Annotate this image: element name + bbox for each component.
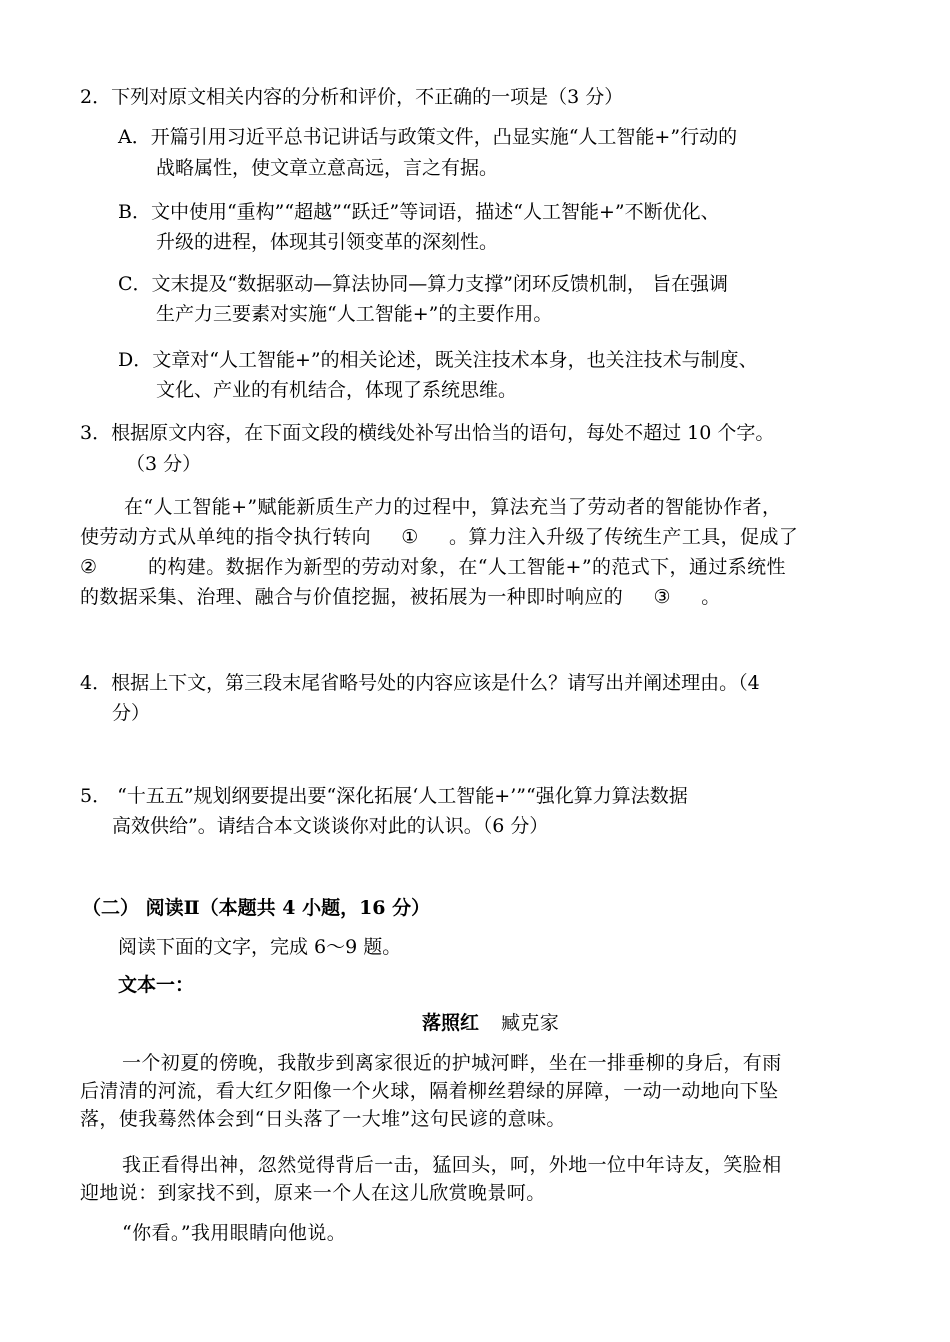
question-3-stem-line2: （3 分） bbox=[126, 453, 202, 475]
article-para-2-line2: 迎地说：到家找不到，原来一个人在这儿欣赏晚景呵。 bbox=[80, 1182, 546, 1204]
question-2-option-b-line1: B．文中使用“重构”“超越”“跃迁”等词语，描述“人工智能+”不断优化、 bbox=[118, 201, 720, 223]
question-3-stem-line1: 3．根据原文内容，在下面文段的横线处补写出恰当的语句，每处不超过 10 个字。 bbox=[80, 422, 775, 444]
article-para-2-line1: 我正看得出神，忽然觉得背后一击，猛回头，呵，外地一位中年诗友，笑脸相 bbox=[122, 1154, 782, 1176]
section-2-heading: （二） 阅读Ⅱ（本题共 4 小题，16 分） bbox=[82, 897, 431, 919]
article-para-1-line3: 落，使我蓦然体会到“日头落了一大堆”这句民谚的意味。 bbox=[80, 1108, 566, 1130]
passage-text: 。算力注入升级了传统生产工具，促成了 bbox=[449, 526, 799, 548]
question-5-stem-line2: 高效供给”。请结合本文谈谈你对此的认识。（6 分） bbox=[112, 815, 549, 837]
article-title: 落照红 bbox=[422, 1012, 480, 1034]
section-2-instruction: 阅读下面的文字，完成 6～9 题。 bbox=[118, 936, 402, 958]
question-3-passage-line1: 在“人工智能+”赋能新质生产力的过程中，算法充当了劳动者的智能协作者， bbox=[124, 496, 782, 518]
article-author: 臧克家 bbox=[501, 1012, 560, 1034]
passage-text: 使劳动方式从单纯的指令执行转向 bbox=[80, 526, 372, 548]
article-para-1-line1: 一个初夏的傍晚，我散步到离家很近的护城河畔，坐在一排垂柳的身后，有雨 bbox=[122, 1052, 782, 1074]
blank-1-marker: ① bbox=[401, 526, 419, 548]
question-2-stem: 2．下列对原文相关内容的分析和评价，不正确的一项是（3 分） bbox=[80, 86, 624, 108]
text-one-label: 文本一： bbox=[118, 974, 195, 996]
question-4-stem-line2: 分） bbox=[112, 702, 151, 724]
article-title-line bbox=[422, 1014, 559, 1033]
question-2-option-d-line1: D．文章对“人工智能+”的相关论述，既关注技术本身，也关注技术与制度、 bbox=[118, 349, 758, 371]
blank-3-marker: ③ bbox=[653, 586, 671, 608]
article-para-1-line2: 后清清的河流，看大红夕阳像一个火球，隔着柳丝碧绿的屏障，一动一动地向下坠 bbox=[80, 1080, 779, 1102]
blank-2-marker: ② bbox=[80, 556, 98, 578]
article-para-3-line1: “你看。”我用眼睛向他说。 bbox=[122, 1222, 347, 1244]
question-2-option-b-line2: 升级的进程，体现其引领变革的深刻性。 bbox=[156, 231, 499, 253]
question-2-option-c-line1: C．文末提及“数据驱动—算法协同—算力支撑”闭环反馈机制， 旨在强调 bbox=[118, 273, 729, 295]
question-3-passage-line3 bbox=[80, 558, 786, 577]
question-2-option-a-line1: A．开篇引用习近平总书记讲话与政策文件，凸显实施“人工智能+”行动的 bbox=[118, 126, 738, 148]
question-2-option-d-line2: 文化、产业的有机结合，体现了系统思维。 bbox=[156, 379, 518, 401]
question-2-option-a-line2: 战略属性，使文章立意高远，言之有据。 bbox=[156, 157, 499, 179]
question-3-passage-line4 bbox=[80, 588, 721, 607]
question-2-option-c-line2: 生产力三要素对实施“人工智能+”的主要作用。 bbox=[156, 303, 553, 325]
passage-text: 。 bbox=[701, 586, 721, 608]
question-5-stem-line1: 5． “十五五”规划纲要提出要“深化拓展‘人工智能+’”“强化算力算法数据 bbox=[80, 785, 688, 807]
question-4-stem-line1: 4．根据上下文，第三段末尾省略号处的内容应该是什么？请写出并阐述理由。（4 bbox=[80, 672, 760, 694]
question-3-passage-line2 bbox=[80, 528, 798, 547]
passage-text: 的数据采集、治理、融合与价值挖掘，被拓展为一种即时响应的 bbox=[80, 586, 624, 608]
passage-text: 的构建。数据作为新型的劳动对象，在“人工智能+”的范式下，通过系统性 bbox=[148, 556, 786, 578]
